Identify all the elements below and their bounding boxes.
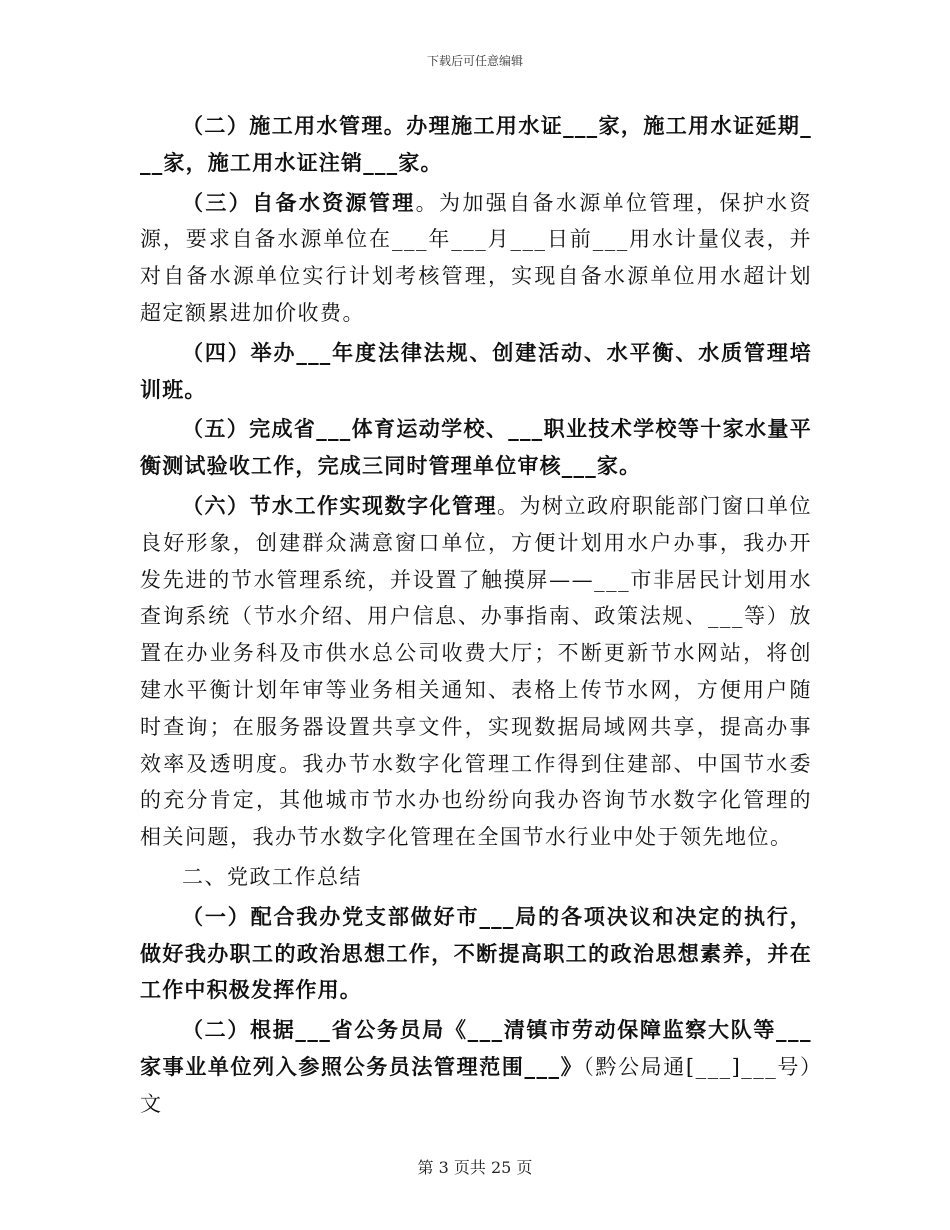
paragraph-lead: （三）自备水资源管理 (182, 190, 416, 215)
paragraph-text: （黔公局通[___]___号）文 (140, 1054, 813, 1116)
paragraph-lead: （六）节水工作实现数字化管理 (182, 493, 497, 518)
paragraph-digital-management (140, 488, 812, 856)
paragraph-construction-water: （二）施工用水管理。办理施工用水证___家，施工用水证延期___家，施工用水证注销___家。 (140, 114, 812, 175)
document-body (140, 108, 812, 1123)
page-header: 下载后可任意编辑 (426, 54, 523, 68)
paragraph-self-supplied-water (140, 185, 812, 332)
paragraph-party-branch: （一）配合我办党支部做好市___局的各项决议和决定的执行，做好我办职工的政治思想工作，不断提高职工的政治思想素养，并在工作中积极发挥作用。 (140, 904, 812, 1003)
paragraph-training: （四）举办___年度法律法规、创建活动、水平衡、水质管理培训班。 (140, 340, 812, 402)
paragraph-civil-servant-bureau (140, 1012, 812, 1122)
section-heading-party-work: 二、党政工作总结 (182, 864, 362, 889)
page-footer: 第 3 页共 25 页 (417, 1158, 533, 1177)
paragraph-water-balance-test: （五）完成省___体育运动学校、___职业技术学校等十家水量平衡测试验收工作，完成三同时管理单位审核___家。 (140, 417, 812, 479)
paragraph-lead: （二）根据___省公务员局《___清镇市劳动保障监察大队等___家事业单位列入参照公务员法管理范围___》 (140, 1018, 812, 1079)
paragraph-text: 。为树立政府职能部门窗口单位良好形象，创建群众满意窗口单位，方便计划用水户办事，我办开发先进的节水管理系统，并设置了触摸屏——___市非居民计划用水查询系统（节水介绍、用户信息、办事指南、政策法规、___等）放置在办业务科及市供水总公司收费大厅；不断更新节水网站，将创建水平衡计划年审等业务相关通知、表格上传节水网，方便用户随时查询；在服务器设置共享文件，实现数据局域网共享，提高办事效率及透明度。我办节水数字化管理工作得到住建部、中国节水委的充分肯定，其他城市节水办也纷纷向我办咨询节水数字化管理的相关问题，我办节水数字化管理在全国节水行业中处于领先地位。 (140, 493, 812, 850)
paragraph-text: 。为加强自备水源单位管理，保护水资源，要求自备水源单位在___年___月___日前___用水计量仪表，并对自备水源单位实行计划考核管理，实现自备水源单位用水超计划超定额累进加价收费。 (140, 190, 813, 325)
